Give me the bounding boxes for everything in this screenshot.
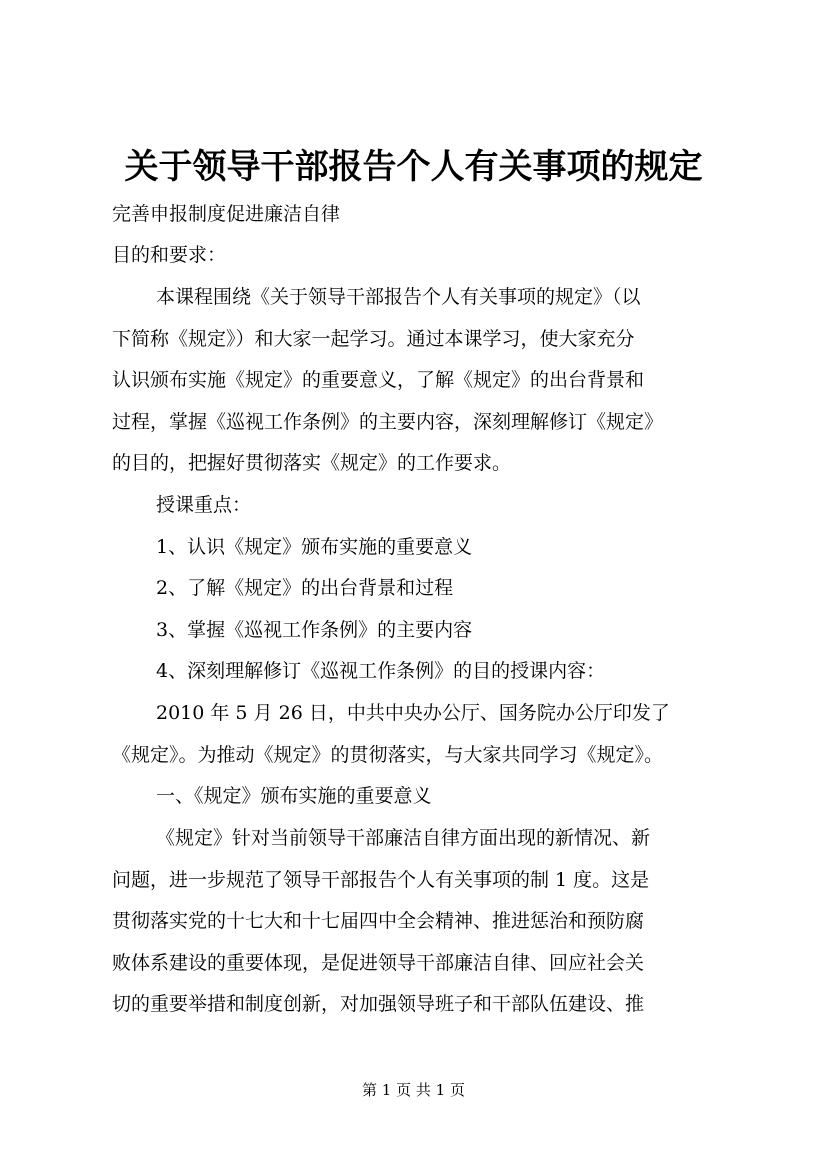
paragraph-line: 《规定》针对当前领导干部廉洁自律方面出现的新情况、新 (156, 827, 651, 849)
paragraph-line: 本课程围绕《关于领导干部报告个人有关事项的规定》（以 (156, 286, 641, 308)
page-footer: 第 1 页 共 1 页 (362, 1081, 465, 1099)
paragraph-line: 败体系建设的重要体现，是促进领导干部廉洁自律、回应社会关 (112, 952, 645, 974)
paragraph-line: 2010 年 5 月 26 日，中共中央办公厅、国务院办公厅印发了 (156, 702, 670, 724)
section-heading-purpose: 目的和要求： (112, 244, 227, 266)
paragraph-line: 问题，进一步规范了领导干部报告个人有关事项的制 1 度。这是 (112, 869, 650, 891)
subtitle-line: 完善申报制度促进廉洁自律 (112, 203, 341, 225)
list-item: 4、深刻理解修订《巡视工作条例》的目的授课内容： (156, 660, 606, 682)
section-heading-key-points: 授课重点： (156, 494, 252, 516)
paragraph-line: 的目的，把握好贯彻落实《规定》的工作要求。 (112, 452, 512, 474)
paragraph-line: 下简称《规定》）和大家一起学习。通过本课学习，使大家充分 (112, 328, 635, 350)
section-heading-significance: 一、《规定》颁布实施的重要意义 (156, 785, 432, 807)
paragraph-line: 贯彻落实党的十七大和十七届四中全会精神、推进惩治和预防腐 (112, 910, 645, 932)
list-item: 2、了解《规定》的出台背景和过程 (156, 577, 454, 599)
paragraph-line: 过程，掌握《巡视工作条例》的主要内容，深刻理解修订《规定》 (112, 411, 664, 433)
paragraph-line: 切的重要举措和制度创新，对加强领导班子和干部队伍建设、推 (112, 993, 645, 1015)
document-title: 关于领导干部报告个人有关事项的规定 (124, 147, 703, 187)
paragraph-line: 《规定》。为推动《规定》的贯彻落实，与大家共同学习《规定》。 (112, 744, 664, 766)
list-item: 1、认识《规定》颁布实施的重要意义 (156, 536, 473, 558)
paragraph-line: 认识颁布实施《规定》的重要意义，了解《规定》的出台背景和 (112, 369, 645, 391)
list-item: 3、掌握《巡视工作条例》的主要内容 (156, 619, 473, 641)
